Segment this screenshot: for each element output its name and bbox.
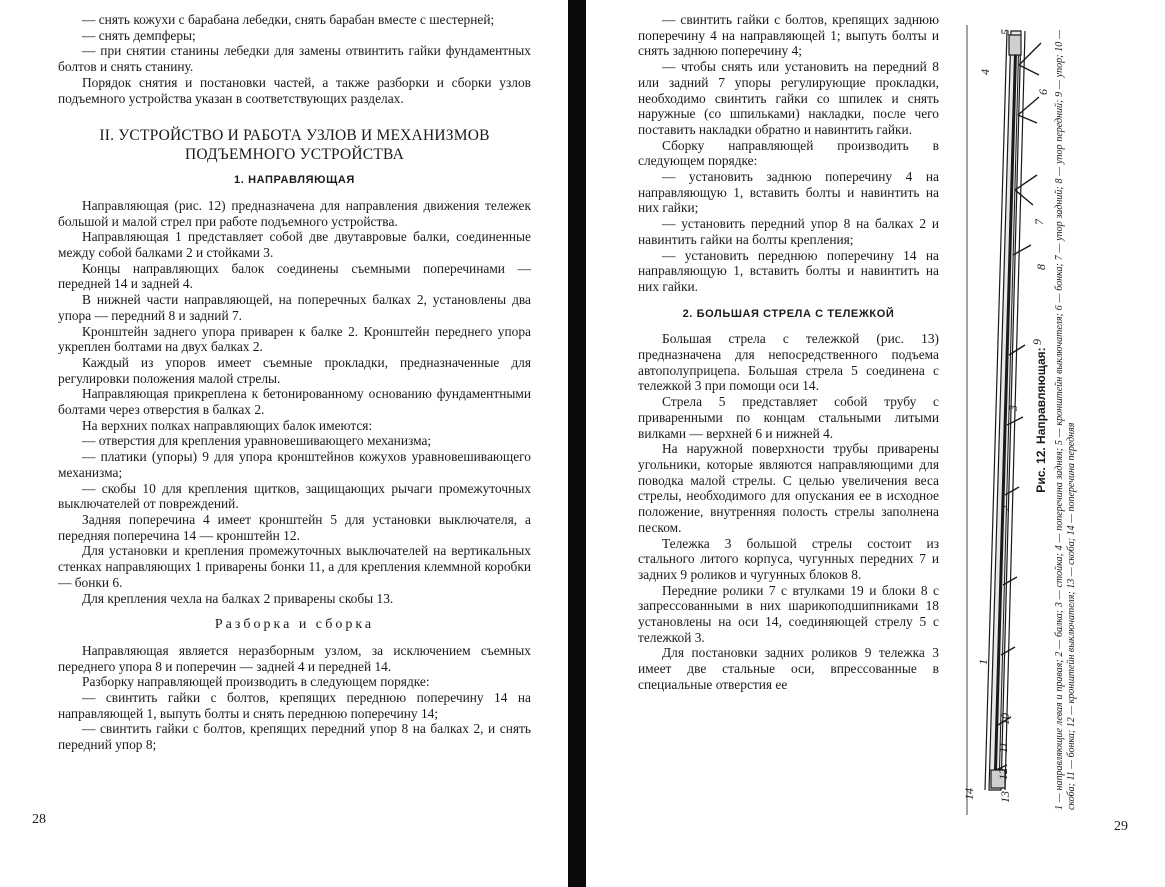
figure-legend: 1 — направляющие левая и правая; 2 — балка; 3 — стойка; 4 — поперечина задняя; 5 — кронштейн выключателя; 6 — бонка; 7 — упор задний; 8 — упор передний; 9 — упор; 10 — скоба; 11 — бонка; 12 — кронштейн выключателя; 13 — скоба; 14 — поперечина передняя xyxy=(1054,30,1077,810)
right-assembly-block xyxy=(638,12,939,295)
paragraph: Направляющая (рис. 12) предназначена для направления движения тележек большой и малой стрел при работе подъемного устройства. xyxy=(58,197,531,229)
paragraph: Концы направляющих балок соединены съемными поперечинами — передней 14 и задней 4. xyxy=(58,260,531,292)
paragraph: Стрела 5 представляет собой трубу с приваренными по концам стальными литыми вилками — верхней 6 и нижней 4. xyxy=(638,394,939,441)
figure-label: 9 xyxy=(1030,339,1044,345)
figure-title: Рис. 12. Направляющая: xyxy=(1034,347,1048,493)
paragraph: — скобы 10 для крепления щитков, защищающих рычаги промежуточных выключателей от повреждений. xyxy=(58,480,531,512)
paragraph: Направляющая прикреплена к бетонированному основанию фундаментными болтами через отверстия в балках 2. xyxy=(58,386,531,418)
paragraph: На верхних полках направляющих балок имеются: xyxy=(82,417,373,433)
paragraph: — свинтить гайки с болтов, крепящих заднюю поперечину 4 на направляющей 1; выпуть болты и снять заднюю поперечину 4; xyxy=(638,12,939,59)
paragraph: Кронштейн заднего упора приварен к балке 2. Кронштейн переднего упора укреплен болтами на двух балках 2. xyxy=(58,323,531,355)
paragraph: Направляющая 1 представляет собой две двутавровые балки, соединенные между собой балками 2 и стойками 3. xyxy=(58,229,531,261)
figure-label: 4 xyxy=(978,69,992,75)
figure-label: 14 xyxy=(962,788,976,800)
right-text-column xyxy=(638,12,939,693)
paragraph: — установить переднюю поперечину 14 на направляющую 1, вставить болты и навинтить на них гайки. xyxy=(638,247,939,294)
figure-label: 11 xyxy=(996,741,1010,753)
page-number-right: 29 xyxy=(1114,819,1128,834)
paragraph: Для установки и крепления промежуточных выключателей на вертикальных стенках направляющих 1 приварены бонки 11, а для крепления клеммной коробки — бонки 6. xyxy=(58,543,531,590)
figure-label: 2 xyxy=(998,505,1012,511)
subsection-title: Разборка и сборка xyxy=(214,617,375,633)
left-text-column xyxy=(58,12,531,753)
paragraph: Для крепления чехла на балках 2 приварены скобы 13. xyxy=(82,590,394,606)
paragraph: Порядок снятия и постановки частей, а также разборки и сборки узлов подъемного устройства указан в соответствующих разделах. xyxy=(58,74,531,106)
paragraph: — установить передний упор 8 на балках 2 и навинтить гайки на болты крепления; xyxy=(638,216,939,247)
paragraph: На наружной поверхности трубы приварены угольники, которые являются направляющими для поводка малой стрелы. С целью увеличения веса стрелы, необходимого для опускания ее в исходное положение, внутренняя полость стрелы заполнена песком. xyxy=(638,441,939,535)
left-disassembly-block xyxy=(58,643,531,753)
paragraph: — снять демпферы; xyxy=(82,27,196,43)
figure-label: 1 xyxy=(976,659,990,665)
paragraph: Тележка 3 большой стрелы состоит из стального литого корпуса, чугунных передних 7 и задних 9 роликов и чугунных блоков 8. xyxy=(638,535,939,582)
paragraph: — снять кожухи с барабана лебедки, снять барабан вместе с шестерней; xyxy=(82,12,495,27)
figure-label: 12 xyxy=(996,768,1010,780)
page-number-left: 28 xyxy=(32,812,46,827)
figure-label: 10 xyxy=(998,713,1012,725)
figure-label: 8 xyxy=(1034,264,1048,270)
left-body-block xyxy=(58,198,531,606)
paragraph: Задняя поперечина 4 имеет кронштейн 5 для установки выключателя, а передняя поперечина 14 — кронштейн 12. xyxy=(58,511,531,543)
left-page xyxy=(0,0,568,887)
figure-caption xyxy=(1034,30,1154,810)
paragraph: — отверстия для крепления уравновешивающего механизма; xyxy=(82,433,432,449)
paragraph: — платики (упоры) 9 для упора кронштейнов кожухов уравновешивающего механизма; xyxy=(58,449,531,480)
figure-label: 6 xyxy=(1036,89,1050,95)
section-title-boom: 2. БОЛЬШАЯ СТРЕЛА С ТЕЛЕЖКОЙ xyxy=(682,307,895,320)
paragraph: Каждый из упоров имеет съемные прокладки, предназначенные для регулировки положения малой стрелы. xyxy=(58,354,531,386)
paragraph: Передние ролики 7 с втулками 19 и блоки 8 с запрессованными в них шарикоподшипниками 18 установлены на оси 14, соединяющей стрелу 5 с тележкой 3. xyxy=(638,582,939,645)
paragraph: Направляющая является неразборным узлом, за исключением съемных переднего упора 8 и поперечин — задней 4 и передней 14. xyxy=(58,642,531,674)
paragraph: — свинтить гайки с болтов, крепящих передний упор 8 на балках 2, и снять передний упор 8; xyxy=(58,721,531,753)
paragraph: Разборку направляющей производить в следующем порядке: xyxy=(82,674,430,690)
paragraph: — установить заднюю поперечину 4 на направляющую 1, вставить болты и навинтить на них гайки; xyxy=(638,169,939,216)
figure-label: 13 xyxy=(998,791,1012,803)
paragraph: Большая стрела с тележкой (рис. 13) предназначена для непосредственного подъема автополуприцепа. Большая стрела 5 соединена с тележкой 3 при помощи оси 14. xyxy=(638,331,939,394)
paragraph: В нижней части направляющей, на поперечных балках 2, установлены два упора — передний 8 и задний 7. xyxy=(58,292,531,323)
figure-label: 3 xyxy=(1006,405,1020,411)
paragraph: — свинтить гайки с болтов, крепящих переднюю поперечину 14 на направляющей 1, выпуть болты и снять переднюю поперечину 14; xyxy=(58,690,531,721)
figure-label: 7 xyxy=(1032,219,1046,225)
book-gutter xyxy=(568,0,586,887)
left-intro-block xyxy=(58,12,531,106)
chapter-title: II. УСТРОЙСТВО И РАБОТА УЗЛОВ И МЕХАНИЗМОВ ПОДЪЕМНОГО УСТРОЙСТВА xyxy=(99,127,490,164)
right-body-block xyxy=(638,331,939,692)
paragraph: Для постановки задних роликов 9 тележка 3 имеет две стальные оси, впрессованные в специальные отверстия ее xyxy=(638,645,939,692)
right-page xyxy=(586,0,1165,887)
section-title-guide: 1. НАПРАВЛЯЮЩАЯ xyxy=(234,174,355,187)
paragraph: Сборку направляющей производить в следующем порядке: xyxy=(638,137,939,169)
paragraph: — чтобы снять или установить на передний 8 или задний 7 упоры регулирующие прокладки, необходимо свинтить гайки со шпилек и снять наружные (со шпильками) накладки, после чего поставить накладки обратно и навинтить гайки. xyxy=(638,59,939,137)
figure-label: 5 xyxy=(998,29,1012,35)
paragraph: — при снятии станины лебедки для замены отвинтить гайки фундаментных болтов и снять станину. xyxy=(58,43,531,75)
